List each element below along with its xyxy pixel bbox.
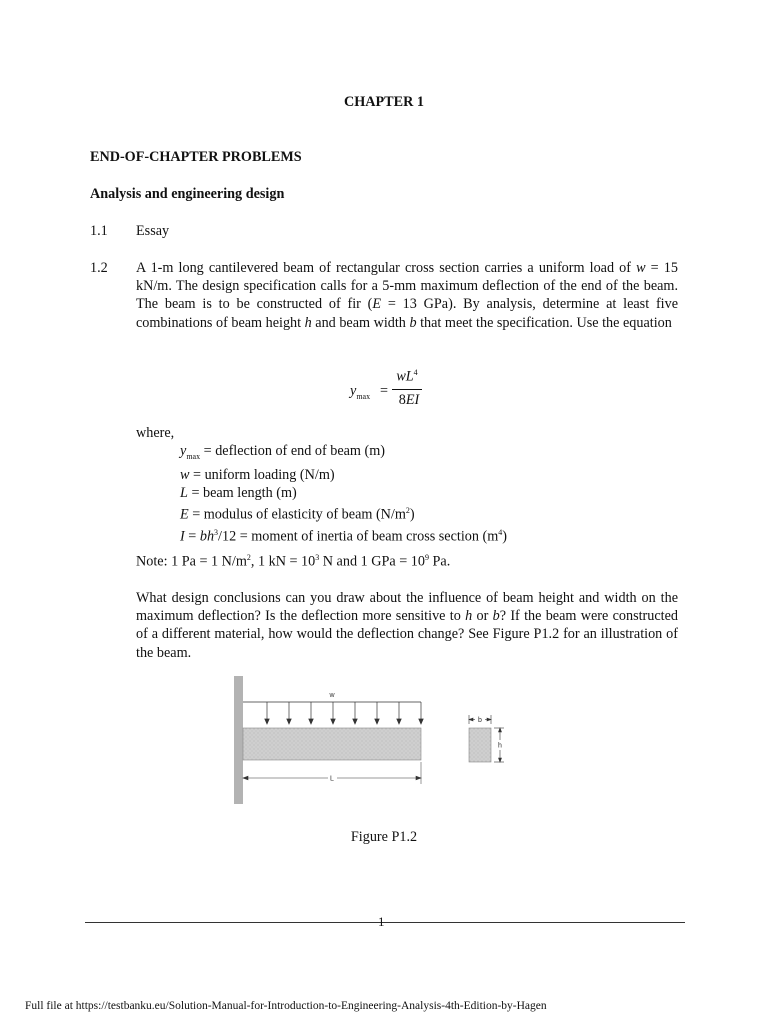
deflection-equation: $y_{max}$ = $wL^4$ 8EI [340, 368, 440, 412]
problem-number: 1.2 [90, 260, 108, 276]
page-rule [85, 922, 685, 923]
width-label: b [478, 717, 482, 724]
load-label: w [329, 692, 335, 699]
chapter-title: CHAPTER 1 [343, 94, 424, 110]
unit-note: Note: 1 Pa = 1 $N/m^2$, 1 kN = $10^3$ N and 1 GPa = $10^9$ Pa. [136, 553, 451, 570]
definition-item: $y_{max}$ = deflection of end of beam (m) [180, 443, 385, 461]
figure-caption: Figure P1.2 [350, 829, 418, 845]
definition-item: L = beam length (m) [180, 485, 297, 502]
subsection-heading: Analysis and engineering design [90, 186, 285, 202]
beam-body [243, 728, 421, 760]
definition-item: w = uniform loading (N/m) [180, 467, 335, 484]
where-label: where, [136, 425, 175, 441]
section-heading: END-OF-CHAPTER PROBLEMS [90, 149, 302, 165]
footer-link[interactable]: Full file at https://testbanku.eu/Solution-Manual-for-Introduction-to-Engineering-Analysis-4th-Edition-by-Hagen [25, 1000, 547, 1012]
load-arrows [265, 702, 423, 724]
wall-support [234, 676, 243, 804]
problem-title: Essay [136, 223, 170, 239]
beam-figure [225, 672, 525, 808]
length-label: L [330, 775, 334, 783]
cross-section [469, 728, 491, 762]
definition-item: $I = bh^3/12$ = moment of inertia of beam cross section $(m^4)$ [180, 528, 508, 546]
height-label: h [498, 742, 502, 750]
problem-statement: A 1-m long cantilevered beam of rectangular cross section carries a uniform load of w = 15 kN/m. The design specification calls for a 5-mm maximum deflection of the end of the beam. The beam is to be constructed of fir (E = 13 GPa). By analysis, determine at least five combinations of beam height h and beam width b that meet the specification. Use the equation [136, 260, 678, 331]
definition-list [180, 442, 507, 546]
discussion-question: What design conclusions can you draw about the influence of beam height and width on the maximum deflection? Is the deflection more sensitive to h or b? If the beam were constructed of a different material, how would the deflection change? See Figure P1.2 for an illustration of the beam. [136, 590, 678, 661]
problem-number: 1.1 [90, 223, 108, 239]
definition-item: E = modulus of elasticity of beam $(N/m^2)$ [180, 506, 415, 524]
fraction-bar [392, 389, 422, 390]
page-number: 1 [378, 914, 385, 929]
